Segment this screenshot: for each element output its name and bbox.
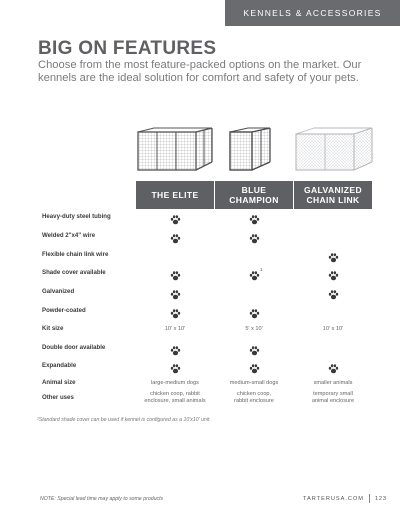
column-header-label: GALVANIZED bbox=[304, 185, 362, 195]
row-label: Double door available bbox=[42, 344, 106, 351]
column-header-label: CHAMPION bbox=[229, 195, 279, 205]
cell-elite bbox=[136, 391, 214, 404]
paw-print-icon bbox=[249, 343, 260, 353]
footer-divider bbox=[369, 494, 370, 503]
cell-galvanized bbox=[294, 391, 372, 404]
row-label: Shade cover available bbox=[42, 269, 106, 276]
page-title: BIG ON FEATURES bbox=[38, 38, 217, 59]
paw-print-icon bbox=[249, 361, 260, 371]
cell-line: temporary small bbox=[313, 391, 353, 397]
galvanized-kennel-image bbox=[294, 126, 374, 172]
cell-line: chicken coop, bbox=[236, 391, 272, 397]
paw-print-icon bbox=[170, 361, 181, 371]
column-header-label: BLUE bbox=[241, 185, 267, 195]
paw-print-icon bbox=[170, 343, 181, 353]
row-label: Expandable bbox=[42, 362, 77, 369]
blue-champion-kennel-image bbox=[228, 126, 272, 172]
cell-galvanized: 10' x 10' bbox=[322, 326, 344, 332]
paw-print-icon bbox=[328, 268, 339, 278]
column-header-blue-champion bbox=[215, 181, 293, 209]
paw-print-icon bbox=[249, 306, 260, 316]
cell-blue-champion: medium-small dogs bbox=[229, 380, 279, 386]
paw-print-icon bbox=[249, 212, 260, 222]
paw-print-icon bbox=[170, 212, 181, 222]
section-header: KENNELS & ACCESSORIES bbox=[225, 0, 400, 26]
row-label: Heavy-duty steel tubing bbox=[42, 213, 111, 220]
cell-blue-champion: 5' x 10' bbox=[245, 326, 263, 332]
cell-elite: 10' x 10' bbox=[164, 326, 186, 332]
footnote: ¹Standard shade cover can be used if kennel is configured as a 10'x10' unit bbox=[37, 417, 210, 423]
paw-print-icon bbox=[170, 306, 181, 316]
page-number: 123 bbox=[375, 496, 387, 502]
paw-print-icon bbox=[170, 287, 181, 297]
column-header-label: CHAIN LINK bbox=[306, 195, 360, 205]
paw-print-icon bbox=[328, 250, 339, 260]
row-label: Kit size bbox=[42, 325, 64, 332]
paw-print-icon bbox=[328, 361, 339, 371]
row-label: Powder-coated bbox=[42, 307, 86, 314]
column-header-galvanized bbox=[294, 181, 372, 209]
cell-galvanized: smaller animals bbox=[313, 380, 353, 386]
paw-print-icon bbox=[328, 287, 339, 297]
footnote-marker: 1 bbox=[260, 267, 263, 272]
footer-website: TARTERUSA.COM bbox=[303, 496, 364, 502]
row-label: Animal size bbox=[42, 379, 76, 386]
cell-blue-champion bbox=[215, 391, 293, 404]
paw-print-icon bbox=[170, 231, 181, 241]
row-label: Flexible chain link wire bbox=[42, 251, 109, 258]
cell-line: animal enclosure bbox=[311, 397, 355, 404]
footer-note: NOTE: Special lead time may apply to some products bbox=[40, 496, 164, 502]
cell-line: rabbit enclosure bbox=[234, 397, 274, 404]
row-label: Welded 2"x4" wire bbox=[42, 232, 96, 239]
column-header-elite bbox=[136, 181, 214, 209]
paw-print-icon bbox=[249, 268, 260, 278]
paw-print-icon bbox=[249, 231, 260, 241]
cell-line: enclosure, small animals bbox=[144, 397, 206, 404]
column-header-label: THE ELITE bbox=[151, 190, 199, 200]
row-label: Galvanized bbox=[42, 288, 75, 295]
elite-kennel-image bbox=[136, 126, 214, 172]
cell-elite: large-medium dogs bbox=[151, 380, 199, 386]
row-label: Other uses bbox=[42, 394, 74, 401]
cell-line: chicken coop, rabbit bbox=[150, 391, 200, 397]
paw-print-icon bbox=[170, 268, 181, 278]
page-subtitle: Choose from the most feature-packed options on the market. Our kennels are the ideal solution for comfort and safety of your pets. bbox=[38, 59, 362, 84]
